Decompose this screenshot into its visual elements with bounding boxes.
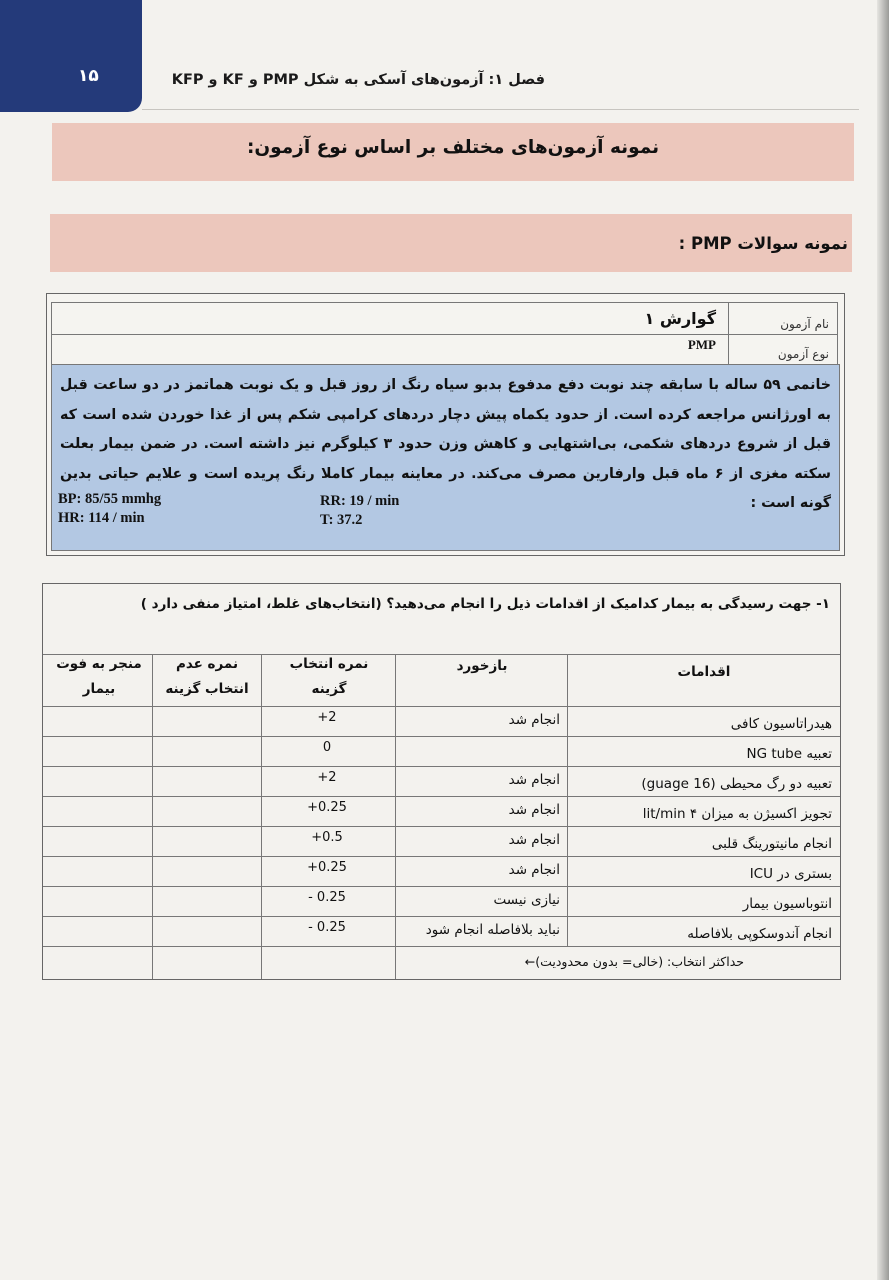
page-number: ۱۵: [78, 66, 99, 86]
max-selection-note: حداکثر انتخاب: (خالی= بدون محدودیت)←: [524, 954, 744, 969]
row-action: انجام مانیتورینگ قلبی: [711, 836, 832, 852]
row-action: انتوباسیون بیمار: [742, 896, 832, 912]
header-no-select-score: نمره عدم انتخاب گزینه: [165, 656, 249, 697]
row-feedback: انجام شد: [508, 712, 560, 728]
row-feedback: انجام شد: [508, 802, 560, 818]
row-feedback: نباید بلافاصله انجام شود: [425, 922, 560, 938]
vital-temp: T: 37.2: [320, 512, 363, 528]
row-score: - 0.25: [308, 920, 346, 935]
header-fatal: منجر به فوت بیمار: [56, 656, 142, 697]
pmp-heading: نمونه سوالات PMP :: [678, 234, 848, 253]
row-score: +0.25: [307, 860, 347, 875]
row-score: +0.25: [307, 800, 347, 815]
header-feedback: بازخورد: [456, 658, 508, 674]
row-feedback: انجام شد: [508, 832, 560, 848]
chapter-header: فصل ۱: آزمون‌های آسکی به شکل PMP و KF و KFP: [171, 72, 545, 88]
exam-type-label: نوع آزمون: [777, 347, 829, 361]
vital-rr: RR: 19 / min: [320, 493, 400, 509]
row-action: تجویز اکسیژن به میزان ۴ lit/min: [642, 806, 832, 822]
row-action: هیدراتاسیون کافی: [730, 716, 832, 732]
row-divider: [43, 826, 840, 827]
case-narrative-box: [51, 364, 840, 551]
case-narrative: خانمی ۵۹ ساله با سابقه چند نوبت دفع مدفوع بدبو سیاه رنگ از روز قبل و یک نوبت هماتمز در دو ساعت قبل به اورژانس مراجعه کرده است. از حدود یکماه پیش دچار دردهای کرامپی شکم پس از غذا خوردن شده است که قبل از شروع دردهای شکمی، بی‌اشتهایی و کاهش وزن حدود ۳ کیلوگرم نیز داشته است. در ضمن بیمار بعلت سکته مغزی از ۶ ماه قبل وارفارین مصرف می‌کند. در معاینه بیمار کاملا رنگ پریده است و علایم حیاتی بدین گونه است :: [60, 377, 832, 511]
pmp-heading-band: [50, 214, 852, 272]
row-score: 0: [322, 740, 332, 755]
row-divider: [43, 766, 840, 767]
row-action: بستری در ICU: [749, 866, 832, 882]
row-divider: [43, 736, 840, 737]
vital-hr: HR: 114 / min: [58, 510, 145, 526]
col-divider: [567, 654, 568, 946]
row-feedback: انجام شد: [508, 772, 560, 788]
page-edge-shadow: [877, 0, 889, 1280]
vital-bp: BP: 85/55 mmhg: [58, 491, 162, 507]
exam-type-label-cell: [728, 334, 838, 365]
row-score: +2: [317, 710, 337, 725]
row-divider: [43, 856, 840, 857]
row-score: +2: [317, 770, 337, 785]
table-header-bottom-line: [43, 706, 840, 707]
header-divider: [142, 109, 859, 110]
exam-name-label-cell: [728, 302, 838, 335]
page-number-tab: [0, 0, 142, 112]
exam-name-label: نام آزمون: [780, 317, 829, 331]
main-heading-band: [52, 123, 854, 181]
header-actions: اقدامات: [677, 664, 731, 680]
row-score: +0.5: [311, 830, 343, 845]
exam-name-value: گوارش ۱: [644, 309, 716, 328]
exam-type-value-cell: [51, 334, 729, 365]
row-action: انجام آندوسکوپی بلافاصله: [687, 926, 832, 942]
case-report-box: [46, 293, 845, 556]
question-title: ۱- جهت رسیدگی به بیمار کدامیک از اقدامات ذیل را انجام می‌دهید؟ (انتخاب‌های غلط، امتیاز منفی دارد ): [140, 596, 830, 612]
question-table: [42, 583, 841, 980]
header-select-score: نمره انتخاب گزینه: [289, 656, 369, 697]
row-divider: [43, 916, 840, 917]
row-score: - 0.25: [308, 890, 346, 905]
row-feedback: نیازی نیست: [493, 892, 560, 908]
exam-name-value-cell: [51, 302, 729, 335]
row-divider: [43, 796, 840, 797]
col-divider: [261, 654, 262, 979]
row-feedback: انجام شد: [508, 862, 560, 878]
col-divider: [152, 654, 153, 979]
exam-type-value: PMP: [687, 337, 716, 352]
row-divider: [43, 886, 840, 887]
row-divider: [43, 946, 840, 947]
col-divider: [395, 654, 396, 979]
row-action: تعبیه دو رگ محیطی (guage 16): [641, 776, 832, 792]
main-heading: نمونه آزمون‌های مختلف بر اساس نوع آزمون:: [246, 137, 660, 158]
row-action: تعبیه NG tube: [746, 746, 832, 762]
